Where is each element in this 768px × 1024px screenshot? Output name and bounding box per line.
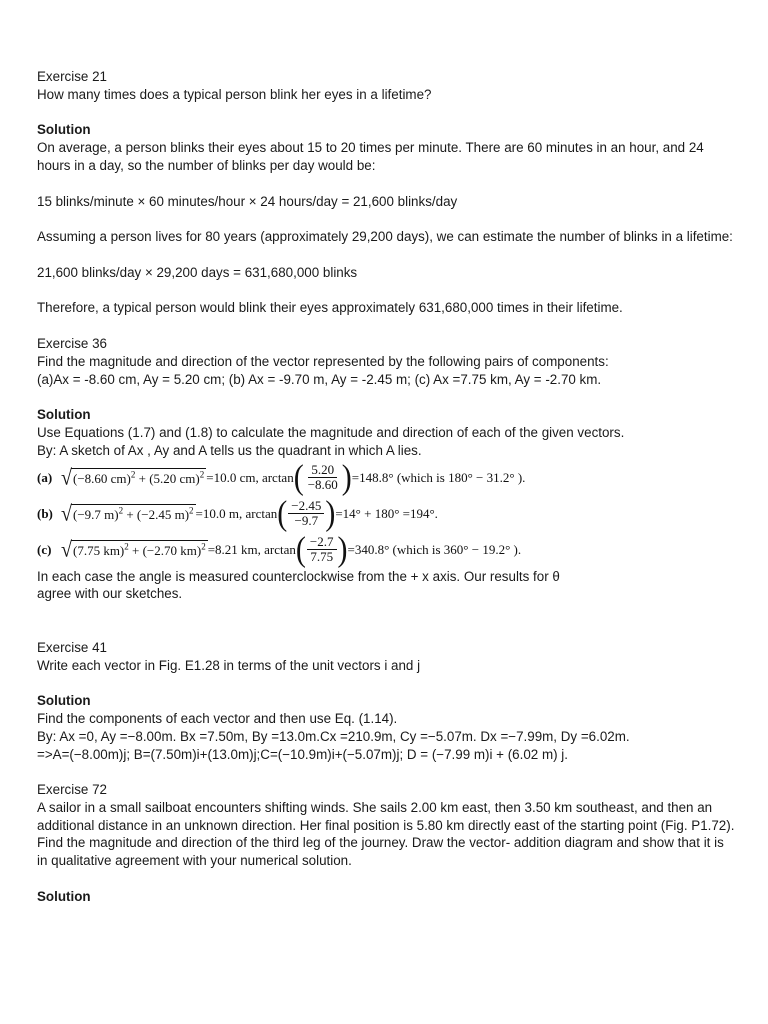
exercise-41-solution-line-3: =>A=(−8.00m)j; B=(7.50m)i+(13.0m)j;C=(−10.9m)i+(−5.07m)j; D = (−7.99 m)i + (6.02 m) j.	[37, 746, 568, 762]
sqrt-icon: √	[61, 501, 72, 526]
exercise-72-question: A sailor in a small sailboat encounters shifting winds. She sails 2.00 km east, then 3.50 km southeast, and then an additional distance in an unknown direction. Her final position is 5.80 km directly east of the starting point (Fig. P1.72). Find the magnitude and direction of the third leg of the journey. Draw the vector- addition diagram and show that it is in qualitative agreement with your numerical solution.	[37, 799, 735, 869]
equation-b-label: (b)	[37, 505, 53, 521]
equation-a-fraction: ( $\frac{5.20}{-8.60}$ )	[293, 457, 352, 496]
exercise-36-solution-line-1: Use Equations (1.7) and (1.8) to calculate the magnitude and direction of each of the given vectors.	[37, 424, 625, 440]
exercise-36-solution-line-4: agree with our sketches.	[37, 586, 183, 602]
exercise-36-solution-line-3: In each case the angle is measured counterclockwise from the + x axis. Our results for θ	[37, 568, 560, 584]
exercise-21-conclusion: Therefore, a typical person would blink their eyes approximately 631,680,000 times in their lifetime.	[37, 300, 623, 316]
equation-c-fraction: ( $\frac{-2.7}{7.75}$ )	[295, 529, 348, 568]
exercise-41-solution-line-1: Find the components of each vector and then use Eq. (1.14).	[37, 710, 398, 726]
equation-b-angle: =14° + 180° =194°.	[335, 505, 438, 521]
exercise-36-solution-line-2: By: A sketch of Ax , Ay and A tells us the quadrant in which A lies.	[37, 442, 422, 458]
equation-b-fraction: ( $\frac{-2.45}{-9.7}$ )	[277, 493, 336, 532]
exercise-72-title: Exercise 72	[37, 782, 107, 798]
exercise-41-question: Write each vector in Fig. E1.28 in terms of the unit vectors i and j	[37, 657, 421, 673]
exercise-41-solution-heading: Solution	[37, 693, 91, 709]
equation-a-result: =10.0 cm, arctan	[206, 469, 294, 485]
equation-b	[37, 493, 737, 532]
exercise-21-lifetime-blinks: 21,600 blinks/day × 29,200 days = 631,680,000 blinks	[37, 264, 358, 280]
exercise-72-solution-heading: Solution	[37, 888, 91, 904]
equation-c-radical: √ (7.75 km)$^2$ + (−2.70 km)$^2$	[61, 537, 206, 562]
equation-a-label: (a)	[37, 469, 53, 485]
exercise-21-paragraph-3: Assuming a person lives for 80 years (approximately 29,200 days), we can estimate the number of blinks in a lifetime:	[37, 229, 733, 245]
exercise-36-question-line-2: (a)Ax = -8.60 cm, Ay = 5.20 cm; (b) Ax = -9.70 m, Ay = -2.45 m; (c) Ax =7.75 km, Ay = -2.70 km.	[37, 371, 602, 387]
exercise-21-title: Exercise 21	[37, 69, 107, 84]
equation-b-result: =10.0 m, arctan	[195, 505, 278, 521]
exercise-41-solution-line-2: By: Ax =0, Ay =−8.00m. Bx =7.50m, By =13.0m.Cx =210.9m, Cy =−5.07m. Dx =−7.99m, Dy =6.02m.	[37, 728, 630, 744]
equation-c-result: =8.21 km, arctan	[207, 541, 296, 557]
equation-a-radical: √ (−8.60 cm)$^2$ + (5.20 cm)$^2$	[61, 465, 205, 490]
exercise-21-paragraph-1: On average, a person blinks their eyes about 15 to 20 times per minute. There are 60 minutes in an hour, and 24 hours in a day, so the number of blinks per day would be:	[37, 140, 704, 173]
sqrt-icon: √	[61, 537, 72, 562]
exercise-36-title: Exercise 36	[37, 335, 107, 351]
document-page	[37, 68, 737, 906]
exercise-41-title: Exercise 41	[37, 639, 107, 655]
equation-b-radical: √ (−9.7 m)$^2$ + (−2.45 m)$^2$	[61, 501, 194, 526]
exercise-21-solution-heading: Solution	[37, 122, 91, 138]
exercise-36-question-line-1: Find the magnitude and direction of the vector represented by the following pairs of components:	[37, 353, 609, 369]
equation-c	[37, 529, 737, 568]
exercise-21-blinks-per-day: 15 blinks/minute × 60 minutes/hour × 24 hours/day = 21,600 blinks/day	[37, 193, 458, 209]
equation-c-label: (c)	[37, 541, 52, 557]
equation-a-angle: =148.8° (which is 180° − 31.2° ).	[351, 469, 526, 485]
exercise-36-solution-heading: Solution	[37, 407, 91, 423]
equation-a	[37, 457, 737, 496]
equation-c-angle: =340.8° (which is 360° − 19.2° ).	[347, 541, 522, 557]
exercise-21-question: How many times does a typical person blink her eyes in a lifetime?	[37, 86, 432, 102]
sqrt-icon: √	[61, 465, 72, 490]
